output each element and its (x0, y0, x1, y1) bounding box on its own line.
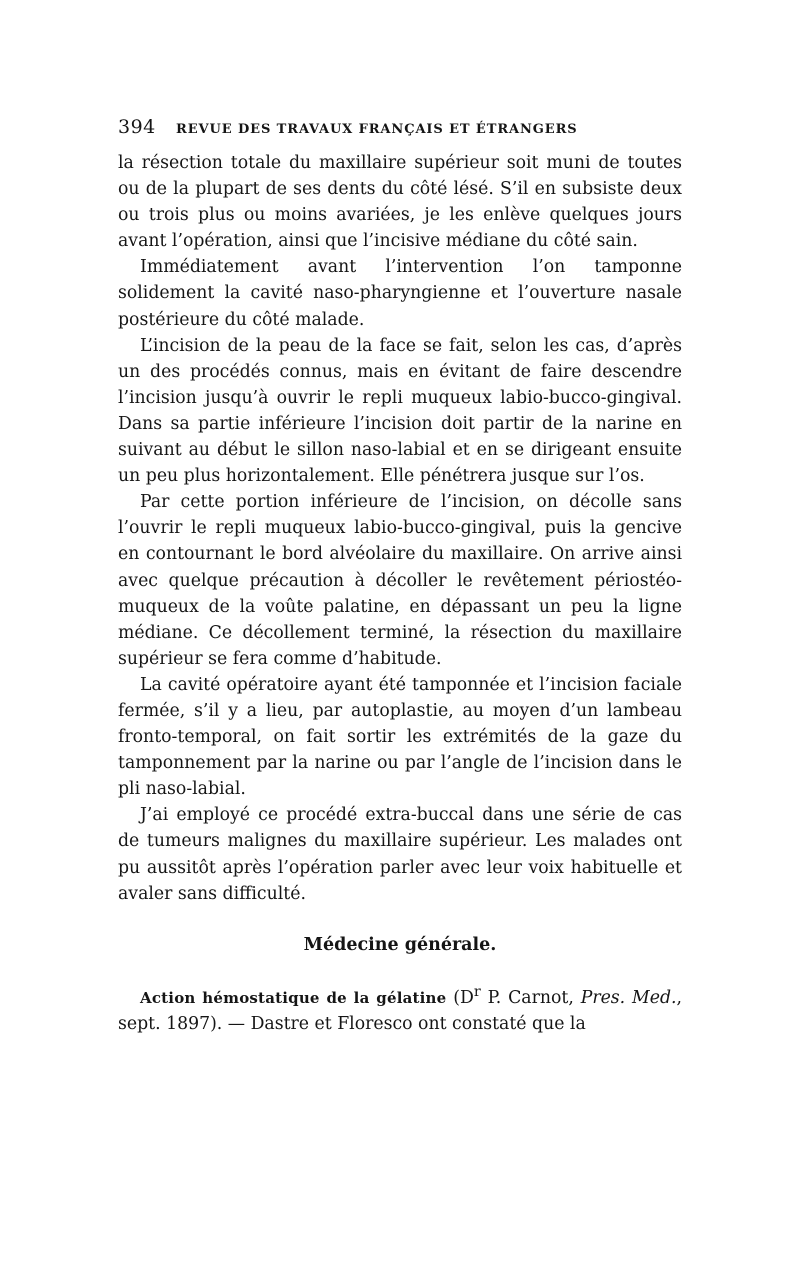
page-number: 394 (118, 116, 156, 138)
paragraph: Immédiatement avant l’intervention l’on tamponne solidement la cavité naso-pharyngienne et l’ouverture nasale postérieure du côté malade. (118, 257, 682, 330)
page (118, 116, 682, 1037)
page-header (118, 116, 682, 146)
abstract-paragraph (118, 979, 682, 1037)
author-title-sup: r (473, 983, 481, 1000)
author-name: P. Carnot, (480, 987, 581, 1008)
paragraph: la résection totale du maxillaire supérieur soit muni de toutes ou de la plupart de ses dents du côté lésé. S’il en subsiste deux ou trois plus ou moins avariées, je les enlève quelques jours avant l’opération, ainsi que l’incisive médiane du côté sain. (118, 153, 682, 252)
journal-name: Pres. Med. (580, 987, 677, 1008)
running-title: REVUE DES TRAVAUX FRANÇAIS ET ÉTRANGERS (176, 122, 578, 137)
abstract-text: , sept. 1897). — Dastre et Floresco ont constaté que la (118, 987, 682, 1034)
author-open: (D (446, 987, 474, 1008)
paragraph: J’ai employé ce procédé extra-buccal dans une série de cas de tumeurs malignes du maxillaire supérieur. Les malades ont pu aussitôt après l’opération parler avec leur voix habituelle et avaler sans difficulté. (118, 805, 682, 904)
body-text (118, 150, 682, 907)
abstract-title: Action hémostatique de la gélatine (140, 988, 447, 1007)
paragraph: La cavité opératoire ayant été tamponnée et l’incision faciale fermée, s’il y a lieu, par autoplastie, au moyen d’un lambeau fronto-temporal, on fait sortir les extrémités de la gaze du tamponnement par la narine ou par l’angle de l’incision dans le pli naso-labial. (118, 674, 682, 800)
section-title: Médecine générale. (303, 934, 497, 955)
paragraph: Par cette portion inférieure de l’incision, on décolle sans l’ouvrir le repli muqueux labio-bucco-gingival, puis la gencive en contournant le bord alvéolaire du maxillaire. On arrive ainsi avec quelque précaution à décoller le revêtement périostéo-muqueux de la voûte palatine, en dépassant un peu la ligne médiane. Ce décollement terminé, la résection du maxillaire supérieur se fera comme d’habitude. (118, 492, 682, 669)
paragraph: L’incision de la peau de la face se fait, selon les cas, d’après un des procédés connus, mais en évitant de faire descendre l’incision jusqu’à ouvrir le repli muqueux labio-bucco-gingival. Dans sa partie inférieure l’incision doit partir de la narine en suivant au début le sillon naso-labial et en se dirigeant ensuite un peu plus horizontalement. Elle pénétrera jusque sur l’os. (118, 335, 682, 487)
